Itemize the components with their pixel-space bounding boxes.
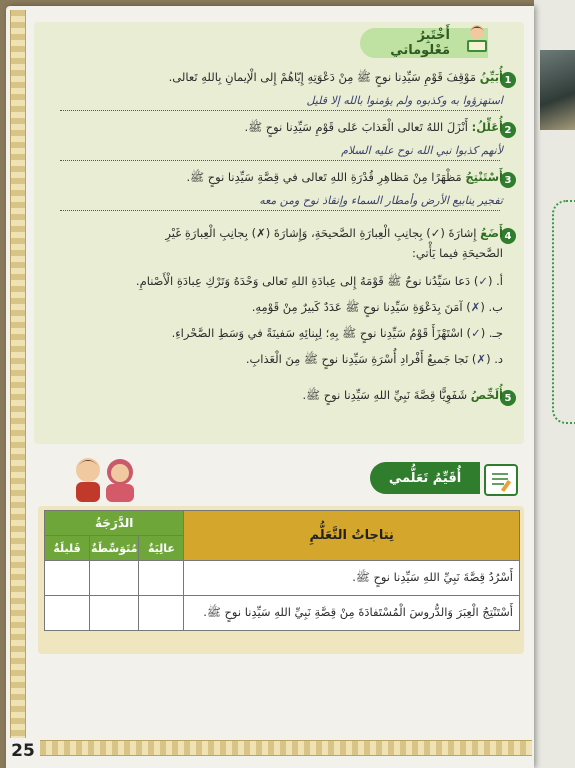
statement-d: د. (✗) نَجا جَميعُ أَفْرادِ أُسْرَةِ سَيِّدِنا نوحٍ ﷺ مِنَ الْعَذابِ. [245,352,503,366]
question-4-text: إِشارَةَ (✓) بِجانِبِ الْعِبارَةِ الصَّحيحَةِ، وَإِشارَةَ (✗) بِجانِبِ الْعِبارَةِ غَيْرِ [165,226,477,240]
grade-low-header: قَليلَةٌ [45,536,90,561]
statement-c-text: اسْتَهْزَأَ قَوْمُ سَيِّدِنا نوحٍ ﷺ بِهِ؛ لِبِنائِهِ سَفينَةً في وَسَطِ الصَّحْراءِ. [171,326,463,340]
outcome-1-grade-low-cell[interactable] [45,561,90,596]
outcome-1-grade-high-cell[interactable] [139,561,184,596]
question-1-label: أُبَيِّنُ [479,70,503,84]
question-3-number: 3 [500,172,516,188]
grade-medium-header: مُتَوَسِّطَةٌ [90,536,139,561]
answer-2-line [60,160,500,161]
question-1-number: 1 [500,72,516,88]
page-number: 25 [6,738,40,764]
table-row [45,596,520,631]
statement-b-text: آمَنَ بِدَعْوَةِ سَيِّدِنا نوحٍ ﷺ عَدَدٌ كَبيرٌ مِنْ قَوْمِهِ. [251,300,463,314]
outcomes-header: أُقَيِّمُ تَعَلُّمي [370,462,480,494]
review-title: أَخْتَبِرُ مَعْلوماتي [390,28,450,58]
student-reading-icon [462,22,492,54]
grade-column-header: الدَّرَجَةُ [45,511,184,536]
question-4-label: أَضَعُ [480,226,503,240]
question-4-number: 4 [500,228,516,244]
statement-d-text: نَجا جَميعُ أَفْرادِ أُسْرَةِ سَيِّدِنا نوحٍ ﷺ مِنَ الْعَذابِ. [245,352,469,366]
question-5-text: شَفَوِيًّا قِصَّةَ نَبِيِّ اللهِ سَيِّدِنا نوحٍ ﷺ. [302,388,468,402]
statement-a-text: دَعا سَيِّدُنا نوحٌ ﷺ قَوْمَهُ إِلى عِبادَةِ اللهِ تَعالى وَحْدَهُ وَتَرْكِ عِبادَةِ الْأَصْنامِ. [135,274,471,288]
outcomes-column-header: نِتاجاتُ التَّعَلُّمِ [184,511,520,561]
statement-a-letter: أ. [496,274,503,288]
answer-1-line [60,110,500,111]
question-2-label: أُعَلِّلُ: [471,120,503,134]
outcome-2-grade-high-cell[interactable] [139,596,184,631]
statement-b-mark: ✗ [470,300,481,314]
question-3-text: مَظْهَرًا مِنْ مَظاهِرِ قُدْرَةِ اللهِ تَعالى في قِصَّةِ سَيِّدِنا نوحٍ ﷺ. [186,170,462,184]
decorative-bottom-border [40,740,532,756]
table-row [45,561,520,596]
question-4 [165,226,503,240]
outcomes-table [44,510,520,631]
statement-c-letter: جـ. [488,326,503,340]
outcome-2-text: أَسْتَنْتِجُ الْعِبَرَ وَالدُّروسَ الْمُسْتَفادَةَ مِنْ قِصَّةِ نَبِيِّ اللهِ سَيِّدِنا نوحٍ ﷺ. [184,596,520,631]
question-4-text-cont: الصَّحيحَةِ فيما يَأْتي: [412,246,503,260]
statement-a-mark: ✓ [478,274,488,288]
statement-b-letter: ب. [488,300,503,314]
question-5 [303,388,503,405]
answer-3-handwriting: تفجير ينابيع الأرض وأمطار السماء وإنقاذ نوح ومن معه [259,194,503,207]
outcomes-table-frame [38,506,524,654]
outcome-2-grade-low-cell[interactable] [45,596,90,631]
statement-c: جـ. (✓) اسْتَهْزَأَ قَوْمُ سَيِّدِنا نوحٍ ﷺ بِهِ؛ لِبِنائِهِ سَفينَةً في وَسَطِ الصَّحْراءِ. [171,326,503,340]
question-3-label: أَسْتَنْتِجُ [465,170,503,184]
question-2-text: أَنْزَلَ اللهُ تَعالى الْعَذابَ عَلى قَوْمِ سَيِّدِنا نوحٍ ﷺ. [244,120,468,134]
answer-2-handwriting: لأنهم كذبوا نبي الله نوح عليه السلام [341,144,503,157]
statement-a: أ. (✓) دَعا سَيِّدُنا نوحٌ ﷺ قَوْمَهُ إِلى عِبادَةِ اللهِ تَعالى وَحْدَهُ وَتَرْكِ عِبادَةِ الْأَصْنامِ. [135,274,503,288]
statement-d-letter: د. [494,352,503,366]
notebook-pencil-icon [484,464,518,496]
statement-b: ب. (✗) آمَنَ بِدَعْوَةِ سَيِّدِنا نوحٍ ﷺ عَدَدٌ كَبيرٌ مِنْ قَوْمِهِ. [251,300,503,314]
answer-1-handwriting: استهزؤوا به وكذبوه ولم يؤمنوا بالله إلا قليل [306,94,503,107]
statement-d-mark: ✗ [476,352,487,366]
answer-3-line [60,210,500,211]
question-2-number: 2 [500,122,516,138]
question-5-number: 5 [500,390,516,406]
facing-page-photo [540,50,575,130]
question-5-label: أُلَخِّصُ [470,388,503,402]
grade-high-header: عالِيَةٌ [139,536,184,561]
outcome-1-grade-medium-cell[interactable] [90,561,139,596]
question-1 [169,70,503,87]
facing-page-dotted-frame [552,200,575,424]
two-children-icon [66,452,142,502]
outcome-2-grade-medium-cell[interactable] [90,596,139,631]
question-3 [187,170,504,187]
outcome-1-text: أَسْرُدُ قِصَّةَ نَبِيِّ اللهِ سَيِّدِنا نوحٍ ﷺ. [184,561,520,596]
question-1-text: مَوْقِفَ قَوْمِ سَيِّدِنا نوحٍ ﷺ مِنْ دَعْوَتِهِ إِيّاهُمْ إِلى الْإيمانِ بِاللهِ تَعالى. [168,70,477,84]
question-2 [245,120,503,137]
decorative-side-border [10,10,26,750]
statement-c-mark: ✓ [471,326,481,340]
